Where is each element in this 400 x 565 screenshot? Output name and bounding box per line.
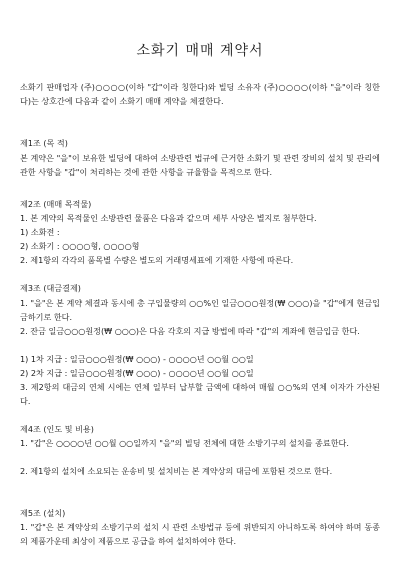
article-4-heading: 제4조 (인도 및 비용) xyxy=(20,424,94,434)
article-3-item-1: 1. "을"은 본 계약 체결과 동시에 총 구입물량의 ○○%인 일금○○○원정(₩ ○○○)을 "갑"에게 현금입금하기로 한다. xyxy=(20,298,380,322)
article-1-heading: 제1조 (목 적) xyxy=(20,138,68,148)
article-3-item-2-sub-1: 1) 1차 지급 : 일금○○○원정(₩ ○○○) - ○○○○년 ○○월 ○○일 xyxy=(20,354,254,364)
article-3-item-2-sub-2: 2) 2차 지급 : 일금○○○원정(₩ ○○○) - ○○○○년 ○○월 ○○일 xyxy=(20,368,254,378)
article-2-item-1: 1. 본 계약의 목적물인 소방관련 물품은 다음과 같으며 세부 사양은 별지로 첨부한다. xyxy=(20,213,317,223)
article-2-item-1-sub-1: 1) 소화전 : xyxy=(20,227,60,237)
article-5-heading: 제5조 (설치) xyxy=(20,508,66,518)
article-3-item-2: 2. 잔금 일금○○○원정(₩ ○○○)은 다음 각호의 지급 방법에 따라 "갑"의 계좌에 현금입금 한다. xyxy=(20,326,360,336)
article-4-item-2: 2. 제1항의 설치에 소요되는 운송비 및 설치비는 본 계약상의 대금에 포함된 것으로 한다. xyxy=(20,466,333,476)
intro-paragraph: 소화기 판매업자 (주)○○○○(이하 "갑"이라 칭한다)와 빌딩 소유자 (주)○○○○(이하 "을"이라 칭한다)는 상호간에 다음과 같이 소화기 매매 계약을 체결한다. xyxy=(20,82,380,106)
article-2-item-2: 2. 제1항의 각각의 품목별 수량은 별도의 거래명세표에 기재한 사항에 따른다. xyxy=(20,255,294,265)
article-3-heading: 제3조 (대금결제) xyxy=(20,283,81,293)
article-2-heading: 제2조 (매매 목적물) xyxy=(20,199,92,209)
article-2-item-1-sub-2: 2) 소화기 : ○○○○형, ○○○○형 xyxy=(20,241,140,251)
article-5-item-1: 1. "갑"은 본 계약상의 소방기구의 설치 시 관련 소방법규 등에 위반되지 아니하도록 하여야 하며 동종의 제품가운데 최상이 제품으로 공급을 하여 설치하여야 한다. xyxy=(20,522,380,546)
article-4-item-1: 1. "갑"은 ○○○○년 ○○월 ○○일까지 "을"의 빌딩 전체에 대한 소방기구의 설치를 종료한다. xyxy=(20,438,349,448)
article-1-body: 본 계약은 "을"이 보유한 빌딩에 대하여 소방관련 법규에 근거한 소화기 및 관련 장비의 설치 및 관리에 관한 사항을 "갑"이 처리하는 것에 관한 사항을 규율함을 목적으로 한다. xyxy=(20,153,380,177)
article-3-item-3: 3. 제2항의 대금의 연체 시에는 연체 일부터 납부할 금액에 대하여 매월 ○○%의 연체 이자가 가산된다. xyxy=(20,382,380,406)
document-title: 소화기 매매 계약서 xyxy=(136,43,264,59)
